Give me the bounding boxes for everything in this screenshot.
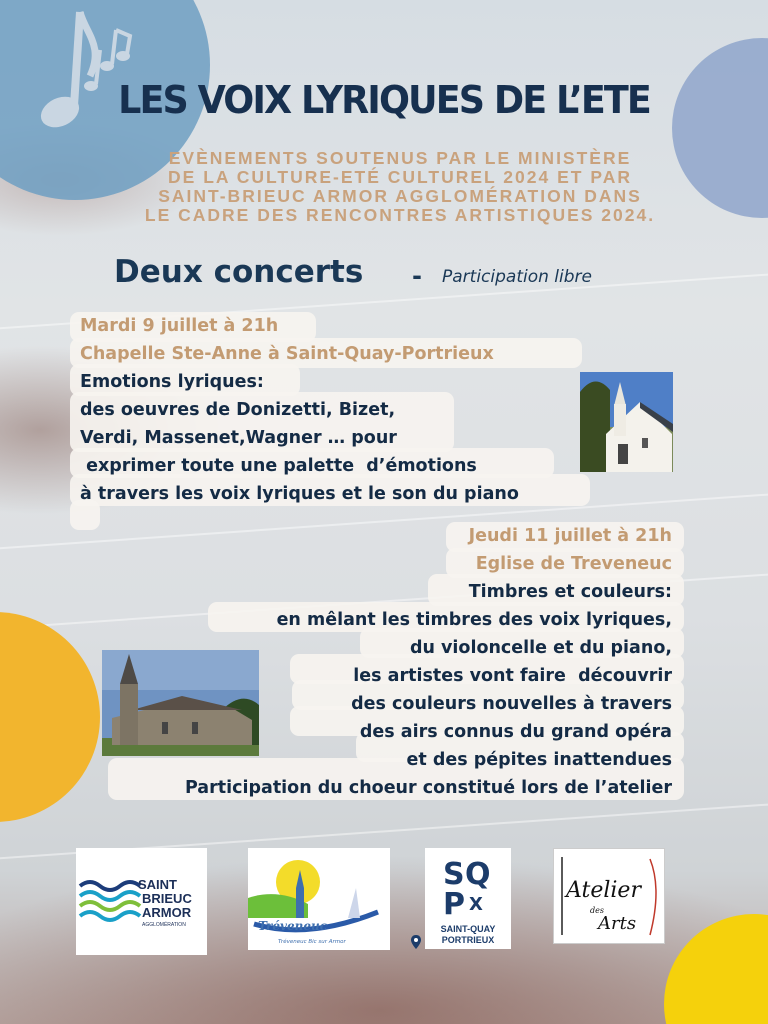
concert2-line: du violoncelle et du piano, [409,638,672,658]
concert1-line: à travers les voix lyriques et le son du piano [80,484,519,504]
atelier-line: Arts [598,913,637,934]
treveneuc-name: Tréveneuc [258,919,328,933]
concert2-place: Eglise de Treveneuc [475,554,672,574]
music-notes-icon [28,6,148,146]
headline-dash: - [412,262,422,290]
sqp-mark: Q [465,857,491,892]
sba-line: ARMOR [142,905,192,920]
atelier-line: Atelier [566,878,641,903]
concert2-date: Jeudi 11 juillet à 21h [468,526,672,546]
concert2-line: des airs connus du grand opéra [359,722,672,742]
concert1-line: des oeuvres de Donizetti, Bizet, [80,400,396,420]
concert2-line: les artistes vont faire découvrir [353,666,672,686]
sqp-mark: S [443,857,465,892]
headline: Deux concerts [114,254,364,290]
concert2-heading: Timbres et couleurs: [468,582,672,602]
concert1-line: exprimer toute une palette d’émotions [80,456,477,476]
atelier-des-arts-logo [553,848,665,944]
sba-line: SAINT [138,877,177,892]
concert2-line: et des pépites inattendues [406,750,672,770]
sqp-line: PORTRIEUX [441,935,495,945]
sba-line: BRIEUC [142,891,192,906]
support-text [100,149,700,225]
concert2-line: des couleurs nouvelles à travers [351,694,672,714]
support-line: EVÈNEMENTS SOUTENUS PAR LE MINISTÈRE [168,148,632,168]
poster-title: LES VOIX LYRIQUES DE L’ETE [118,78,650,122]
sqp-mark: X [469,894,483,915]
support-line: LE CADRE DES RENCONTRES ARTISTIQUES 2024. [144,205,656,225]
treveneuc-logo [248,848,390,950]
chapel-photo [580,372,673,472]
decor-circle-yellow [664,914,768,1024]
concert1-place: Chapelle Ste-Anne à Saint-Quay-Portrieux [80,344,494,364]
church-photo [102,650,259,756]
participation-note: Participation libre [442,267,592,287]
location-pin-icon [410,934,422,950]
saint-quay-portrieux-logo [425,848,511,949]
sqp-line: SAINT-QUAY [440,924,496,934]
support-line: SAINT-BRIEUC ARMOR AGGLOMÉRATION DANS [158,186,642,206]
decor-circle-orange [0,612,100,822]
saint-brieuc-logo [76,848,207,955]
sba-line: AGGLOMÉRATION [142,922,186,928]
concert2-line: Participation du choeur constitué lors de l’atelier [184,778,672,798]
concert2-line: en mêlant les timbres des voix lyriques, [276,610,672,630]
concert1-block [80,312,519,508]
concert1-heading: Emotions lyriques: [80,372,264,392]
sqp-mark: P [443,887,465,922]
support-line: DE LA CULTURE-ETÉ CULTUREL 2024 ET PAR [168,167,632,187]
concert1-line: Verdi, Massenet,Wagner … pour [80,428,397,448]
treveneuc-tagline: Tréveneuc Bic sur Armor [278,939,346,945]
atelier-line: des [590,906,604,915]
concert1-date: Mardi 9 juillet à 21h [80,316,279,336]
